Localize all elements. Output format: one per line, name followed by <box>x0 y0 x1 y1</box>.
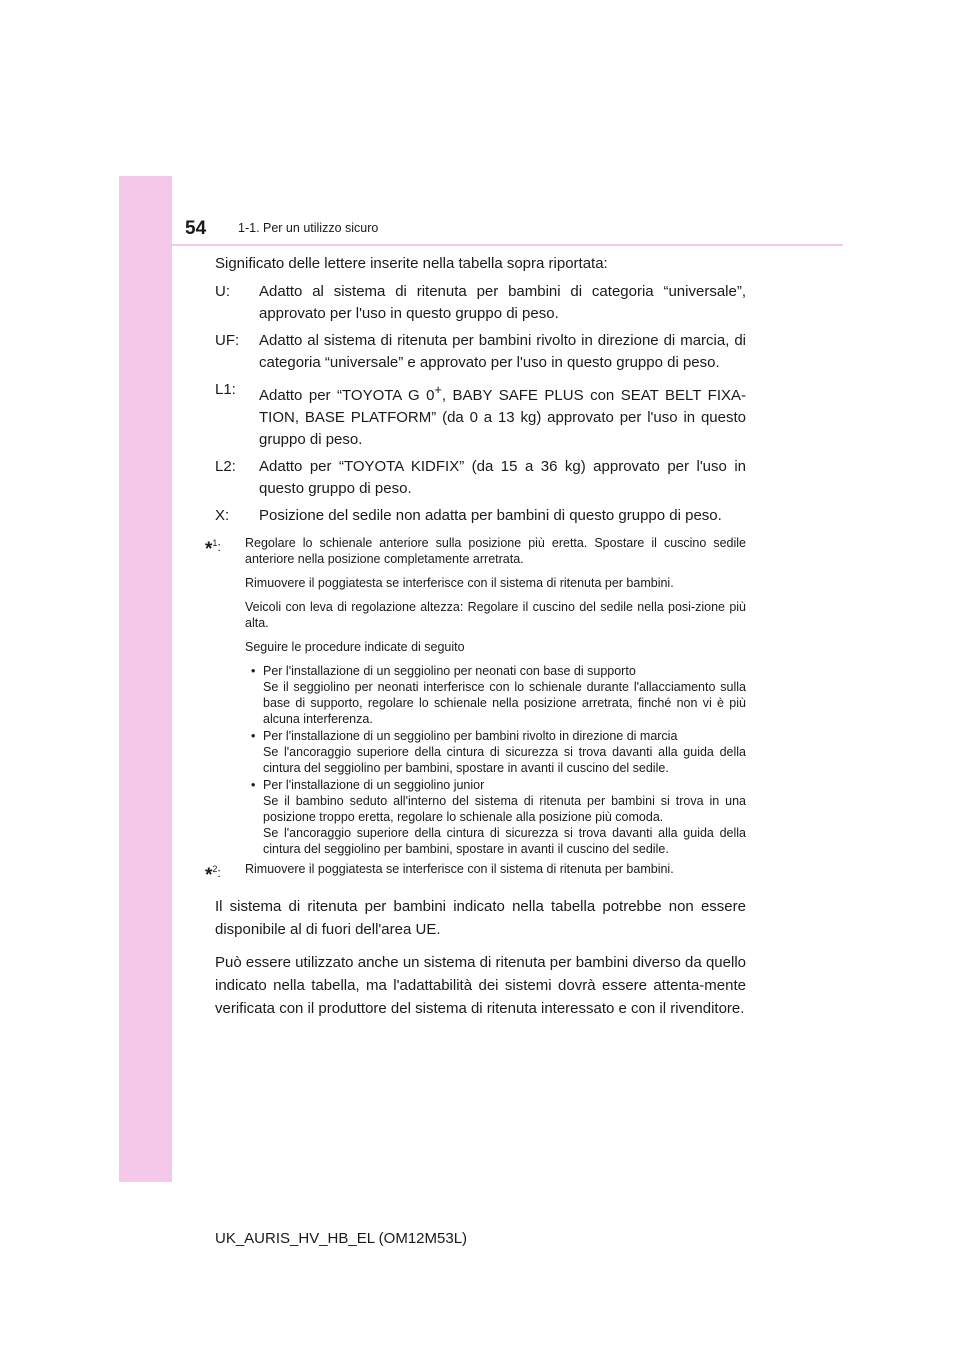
legend-key: U: <box>215 283 230 300</box>
footnote-paragraph: Seguire le procedure indicate di seguito <box>245 640 465 654</box>
footnote-paragraph: Regolare lo schienale anteriore sulla posizione più eretta. Spostare il cuscino sedile anteriore nella posizione completamente arretrata. <box>245 536 746 566</box>
legend-superscript: + <box>434 383 442 397</box>
header-divider <box>172 244 843 246</box>
legend-key: L2: <box>215 458 236 475</box>
code-legend-list <box>215 281 746 527</box>
footnote-paragraph: Rimuovere il poggiatesta se interferisce con il sistema di ritenuta per bambini. <box>245 576 674 590</box>
footnote-paragraph: Rimuovere il poggiatesta se interferisce con il sistema di ritenuta per bambini. <box>245 862 674 876</box>
legend-text-part-a: Adatto per “TOYOTA G 0 <box>259 387 435 404</box>
body-paragraph: Il sistema di ritenuta per bambini indicato nella tabella potrebbe non essere disponibile al di fuori dell'area UE. <box>215 898 746 938</box>
list-item-title: • Per l'installazione di un seggiolino junior <box>263 778 485 792</box>
footnote-body <box>245 861 746 885</box>
list-item <box>245 663 746 727</box>
list-item-detail: Se il bambino seduto all'interno del sistema di ritenuta per bambini si trova in una posizione troppo eretta, regolare lo schienale alla posizione più comoda. <box>263 794 746 824</box>
footnote-1 <box>205 535 746 861</box>
body-paragraph: Può essere utilizzato anche un sistema di ritenuta per bambini diverso da quello indicato nella tabella, ma l'adattabilità dei sistemi dovrà essere attenta-mente verificata con il produttore del sistema di ritenuta interessato e con il rivenditore. <box>215 954 746 1017</box>
footnote-number: 2 <box>212 864 218 874</box>
list-item-detail: Se l'ancoraggio superiore della cintura di sicurezza si trova davanti alla guida della cintura del seggiolino per bambini, spostare in avanti il cuscino del sedile. <box>263 745 746 775</box>
footnote-marker: *$^2$: <box>205 864 221 887</box>
legend-key: X: <box>215 507 230 524</box>
legend-item-l2 <box>215 456 746 500</box>
legend-text: Adatto al sistema di ritenuta per bambini rivolto in direzione di marcia, di categoria “universale” e approvato per l'uso in questo gruppo di peso. <box>259 332 746 371</box>
footnote-2 <box>205 861 746 885</box>
legend-text-part-b: , BABY SAFE PLUS con SEAT BELT FIXA-TION, BASE PLATFORM” (da 0 a 13 kg) approvato per l'uso in questo gruppo di peso. <box>259 387 746 448</box>
legend-text: Posizione del sedile non adatta per bambini di questo gruppo di peso. <box>259 507 722 524</box>
footnote-marker: *$^1$: <box>205 538 221 561</box>
footnote-body <box>245 535 746 861</box>
side-tab-band <box>119 176 172 1182</box>
main-content <box>205 253 746 1020</box>
footnote-paragraph: Veicoli con leva di regolazione altezza: Regolare il cuscino del sedile nella posi-zione più alta. <box>245 600 746 630</box>
legend-intro: Significato delle lettere inserite nella tabella sopra riportata: <box>215 255 608 272</box>
list-item-detail: Se il seggiolino per neonati interferisce con lo schienale durante l'allacciamento sulla base di supporto, regolare lo schienale nella posizione arretrata, finché non vi è più alcuna interferenza. <box>263 680 746 726</box>
legend-text <box>259 379 746 451</box>
document-footer: UK_AURIS_HV_HB_EL (OM12M53L) <box>215 1230 468 1247</box>
legend-item-x <box>215 505 746 527</box>
legend-item-l1 <box>215 379 746 451</box>
list-item <box>245 777 746 857</box>
procedure-list <box>245 663 746 857</box>
legend-item-u <box>215 281 746 325</box>
legend-key: UF: <box>215 332 240 349</box>
footnote-number: 1 <box>212 538 218 548</box>
list-item-title: • Per l'installazione di un seggiolino per neonati con base di supporto <box>263 664 636 678</box>
legend-key: L1: <box>215 381 236 398</box>
legend-item-uf <box>215 330 746 374</box>
legend-text: Adatto per “TOYOTA KIDFIX” (da 15 a 36 kg) approvato per l'uso in questo gruppo di peso. <box>259 458 746 497</box>
list-item-detail: Se l'ancoraggio superiore della cintura di sicurezza si trova davanti alla guida della cintura del seggiolino per bambini, spostare in avanti il cuscino del sedile. <box>263 826 746 856</box>
legend-text: Adatto al sistema di ritenuta per bambini di categoria “universale”, approvato per l'uso in questo gruppo di peso. <box>259 283 746 322</box>
asterisk-icon: * <box>205 539 213 561</box>
section-title: 1-1. Per un utilizzo sicuro <box>238 221 379 235</box>
list-item <box>245 728 746 776</box>
page-number: 54 <box>185 218 207 239</box>
asterisk-icon: * <box>205 865 213 887</box>
list-item-title: • Per l'installazione di un seggiolino per bambini rivolto in direzione di marcia <box>263 729 678 743</box>
